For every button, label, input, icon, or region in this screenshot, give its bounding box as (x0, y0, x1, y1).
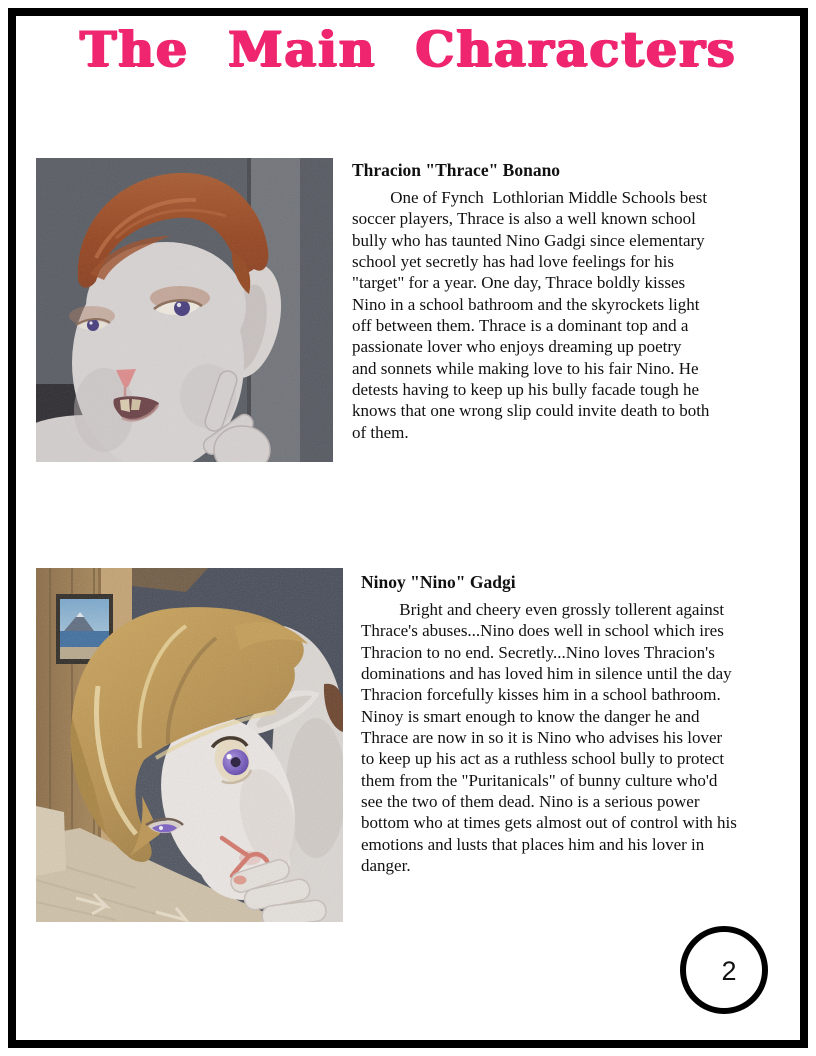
character-name-thrace: Thracion "Thrace" Bonano (352, 160, 561, 180)
text-line: Thrace are now in so it is Nino who advises his lover (361, 728, 723, 748)
text-line: soccer players, Thrace is also a well known school (352, 209, 696, 229)
thrace-photo (36, 158, 333, 462)
thrace-text-block (352, 160, 762, 443)
text-line: school yet secretly has had love feelings for his (352, 252, 674, 272)
text-line: knows that one wrong slip could invite death to both (352, 401, 710, 421)
text-line: see the two of them dead. Nino is a serious power (361, 792, 700, 812)
text-line: Bright and cheery even grossly tollerent against (361, 600, 725, 619)
character-description-thrace (352, 187, 762, 443)
text-line: Nino in a school bathroom and the skyrockets light (352, 294, 700, 314)
page-title: The Main Characters (79, 20, 737, 78)
text-line: passionate lover who enjoys dreaming up poetry (352, 337, 682, 357)
text-line: danger. (361, 856, 411, 876)
text-line: Thracion to no end. Secretly...Nino loves Thracion's (361, 642, 715, 662)
text-line: detests having to keep up his bully facade tough he (352, 380, 699, 400)
page-number-badge (680, 926, 768, 1014)
character-name-nino: Ninoy "Nino" Gadgi (361, 572, 516, 592)
text-line: and sonnets while making love to his fair Nino. He (352, 358, 699, 378)
text-line: One of Fynch Lothlorian Middle Schools best (352, 188, 708, 207)
text-line: Ninoy is smart enough to know the danger he and (361, 706, 700, 726)
text-line: dominations and has loved him in silence until the day (361, 664, 732, 684)
text-line: Thracion forcefully kisses him in a school bathroom. (361, 685, 721, 705)
text-line: "target" for a year. One day, Thrace boldly kisses (352, 273, 686, 293)
character-description-nino (361, 599, 791, 876)
text-line: emotions and lusts that places him and his lover in (361, 834, 705, 854)
page-number: 2 (721, 955, 737, 986)
nino-text-block (361, 572, 791, 876)
text-line: Thrace's abuses...Nino does well in school which ires (361, 621, 724, 641)
text-line: them from the "Puritanicals" of bunny culture who'd (361, 770, 718, 790)
text-line: bottom who at times gets almost out of control with his (361, 813, 737, 833)
text-line: off between them. Thrace is a dominant top and a (352, 316, 689, 336)
text-line: of them. (352, 422, 409, 442)
text-line: to keep up his act as a ruthless school bully to protect (361, 749, 725, 769)
nino-photo (36, 568, 343, 922)
text-line: bully who has taunted Nino Gadgi since elementary (352, 230, 705, 250)
